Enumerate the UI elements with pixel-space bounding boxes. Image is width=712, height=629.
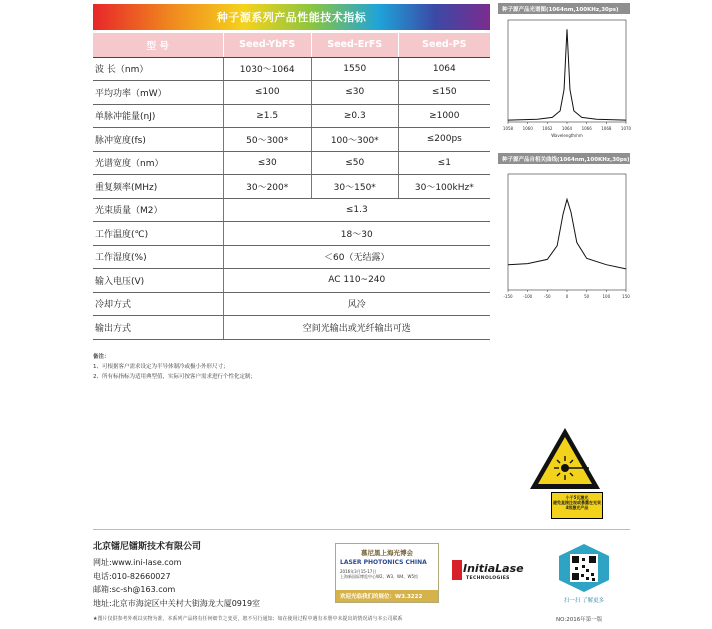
cell: ≤150 <box>398 81 490 105</box>
row-label: 平均功率（mW） <box>93 81 223 105</box>
merged-cell: 18～30 <box>223 222 490 246</box>
row-label: 工作湿度(%) <box>93 245 223 269</box>
cell: ≤50 <box>311 151 398 175</box>
phone: 电话:010-82660027 <box>93 571 171 581</box>
email: 邮箱:sc-sh@163.com <box>93 585 176 594</box>
header-model-3: Seed-PS <box>398 33 490 57</box>
x-tick-label: 0 <box>565 294 569 299</box>
footer-divider <box>93 529 630 530</box>
row-label: 冷却方式 <box>93 292 223 316</box>
expo-title: 慕尼黑上海光博会 <box>361 549 413 557</box>
expo-booth: 欢迎光临我们的展位：W3.3222 <box>336 590 438 602</box>
cell: 1550 <box>311 57 398 81</box>
x-tick-label: -50 <box>544 294 551 299</box>
table-row <box>93 128 490 152</box>
expo-dates: 2016年3月15-17日 上海新国际博览中心W2、W3、W4、W5馆 <box>340 569 418 579</box>
row-label: 单脉冲能量(nJ) <box>93 104 223 128</box>
row-label: 光谱宽度（nm） <box>93 151 223 175</box>
x-tick-label: 1064 <box>561 126 573 131</box>
series-line <box>508 29 626 120</box>
merged-cell: AC 110~240 <box>223 269 490 293</box>
row-label: 脉冲宽度(fs) <box>93 128 223 152</box>
note-item: 1、可根据客户需求设定为半导体制冷或极小外形尺寸； <box>93 364 229 370</box>
header-model-1: Seed-YbFS <box>223 33 311 57</box>
cell: 100～300* <box>311 128 398 152</box>
note-item: 2、所有标指标为适用典型值，实际可按客户需求进行个性化定制； <box>93 374 257 380</box>
cell: 30～200* <box>223 175 311 199</box>
table-title: 种子源系列产品性能技术指标 <box>93 4 490 30</box>
spectrum-chart-title: 种子源产品光谱图(1064nm,100KHz,30ps) <box>498 3 630 14</box>
x-tick-label: -150 <box>503 294 513 299</box>
qr-code-icon <box>556 543 612 593</box>
row-label: 工作温度(℃) <box>93 222 223 246</box>
merged-cell: ＜60（无结露） <box>223 245 490 269</box>
row-label: 输入电压(V) <box>93 269 223 293</box>
cell: ≤1 <box>398 151 490 175</box>
plot-frame <box>508 174 626 290</box>
spec-table <box>93 33 490 340</box>
table-row <box>93 316 490 340</box>
cell: ≤30 <box>311 81 398 105</box>
x-tick-label: 1066 <box>581 126 592 131</box>
x-tick-label: 150 <box>622 294 630 299</box>
x-tick-label: 1068 <box>601 126 612 131</box>
autocorr-chart-title: 种子源产品自相关曲线(1064nm,100KHz,30ps) <box>498 153 630 164</box>
table-row <box>93 57 490 81</box>
cell: ≥0.3 <box>311 104 398 128</box>
table-row <box>93 81 490 105</box>
cell: ≥1.5 <box>223 104 311 128</box>
edition-label: NO:2016年第一版 <box>556 617 603 623</box>
cell: 30～150* <box>311 175 398 199</box>
cell: 1030～1064 <box>223 57 311 81</box>
x-tick-label: 1058 <box>502 126 514 131</box>
notes-title: 备注： <box>93 354 110 360</box>
merged-cell: 风冷 <box>223 292 490 316</box>
row-label: 重复频率(MHz) <box>93 175 223 199</box>
cell: 50～300* <box>223 128 311 152</box>
table-row <box>93 104 490 128</box>
table-row <box>93 151 490 175</box>
spectrum-chart <box>498 16 630 138</box>
table-row <box>93 198 490 222</box>
cell: ≤100 <box>223 81 311 105</box>
company-name: 北京镭尼镭斯技术有限公司 <box>93 542 202 552</box>
table-row <box>93 175 490 199</box>
header-model-2: Seed-ErFS <box>311 33 398 57</box>
qr-caption: 扫一扫 了解更多 <box>563 598 605 604</box>
expo-banner <box>335 543 439 603</box>
cell: ≥1000 <box>398 104 490 128</box>
table-row <box>93 222 490 246</box>
merged-cell: ≤1.3 <box>223 198 490 222</box>
logo-name: InitiaLase <box>463 562 524 575</box>
disclaimer: ★图片仅供参考外观以实物为准，本系列产品将有任何细节之变更，恕不另行通知；如在使用过程中遇有本册中未提出的情况请与本公司联系 <box>93 616 403 622</box>
header-model-label: 型 号 <box>93 33 223 57</box>
x-tick-label: 50 <box>584 294 590 299</box>
table-header-row <box>93 33 490 57</box>
autocorr-chart <box>498 168 630 300</box>
laser-warning-label: 小于5瓦激光 避免直接注视或暴露在光束 4级激光产品 <box>551 492 603 519</box>
notes <box>93 352 256 382</box>
row-label: 输出方式 <box>93 316 223 340</box>
row-label: 波 长（nm） <box>93 57 223 81</box>
table-row <box>93 245 490 269</box>
table-row <box>93 292 490 316</box>
x-tick-label: 1062 <box>542 126 553 131</box>
expo-brand: LASER PHOTONICS CHINA <box>340 559 427 566</box>
address: 地址:北京市海淀区中关村大街海龙大厦0919室 <box>93 598 261 608</box>
x-axis-label: Wavelength/nm <box>551 133 583 138</box>
table-row <box>93 269 490 293</box>
x-tick-label: 1060 <box>522 126 533 131</box>
cell: ≤200ps <box>398 128 490 152</box>
website: 网址:www.ini-lase.com <box>93 558 182 567</box>
x-tick-label: 100 <box>602 294 611 299</box>
cell: 30～100kHz* <box>398 175 490 199</box>
x-tick-label: -100 <box>523 294 533 299</box>
company-logo <box>452 556 522 586</box>
logo-tagline: TECHNOLOGIES <box>466 576 510 581</box>
cell: ≤30 <box>223 151 311 175</box>
merged-cell: 空间光输出或光纤输出可选 <box>223 316 490 340</box>
contact-info <box>93 556 260 610</box>
cell: 1064 <box>398 57 490 81</box>
series-line <box>508 199 626 269</box>
x-tick-label: 1070 <box>620 126 632 131</box>
logo-mark-icon <box>452 560 462 580</box>
row-label: 光束质量（M2） <box>93 198 223 222</box>
